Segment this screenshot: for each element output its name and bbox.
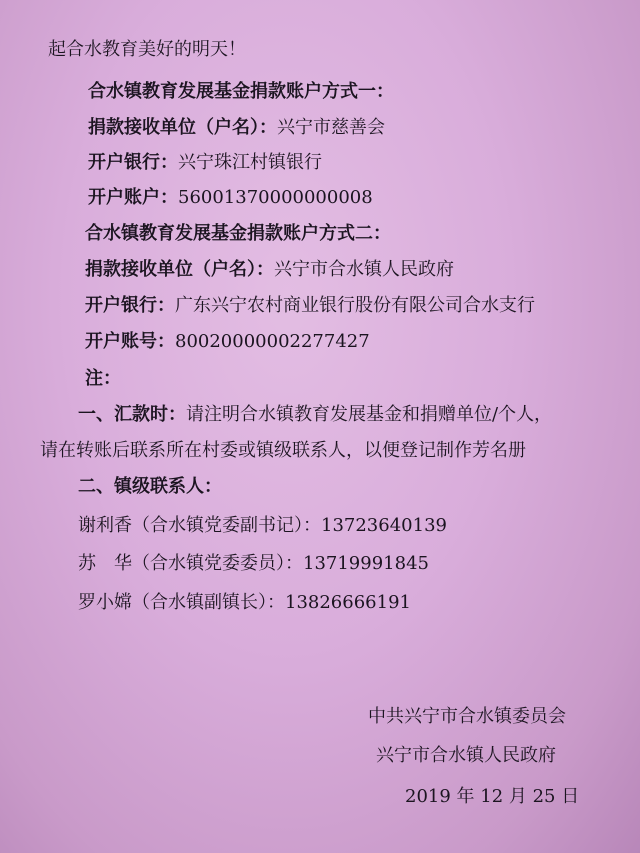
contact-phone: 13723640139 (321, 515, 447, 536)
contacts-label: 二、镇级联系人： (78, 476, 222, 497)
account2-account-value: 80020000002277427 (175, 331, 370, 352)
account2-bank-label: 开户银行： (85, 295, 175, 316)
account1-bank-value: 兴宁珠江村镇银行 (178, 152, 322, 173)
contact-phone: 13719991845 (303, 553, 429, 574)
contact-row (78, 514, 447, 538)
contact-row (78, 552, 429, 576)
account1-account (88, 186, 373, 210)
remit-line (78, 403, 552, 427)
signature-org-government: 兴宁市合水镇人民政府 (376, 745, 556, 766)
contact-row (78, 591, 411, 615)
account2-heading: 合水镇教育发展基金捐款账户方式二： (85, 223, 391, 244)
contact-role: （合水镇副镇长）： (132, 592, 285, 613)
account1-account-value: 56001370000000008 (178, 187, 373, 208)
account2-bank (85, 294, 535, 318)
account1-bank-label: 开户银行： (88, 152, 178, 173)
contact-name: 谢利香 (78, 515, 132, 536)
signature-date: 2019 年 12 月 25 日 (405, 786, 580, 807)
account2-payee (85, 258, 454, 282)
account2-payee-label: 捐款接收单位（户名）： (85, 259, 274, 280)
remit-line-2: 请在转账后联系所在村委或镇级联系人，以便登记制作芳名册 (40, 440, 526, 461)
account2-account-label: 开户账号： (85, 331, 175, 352)
contact-phone: 13826666191 (285, 592, 411, 613)
account1-heading: 合水镇教育发展基金捐款账户方式一： (88, 81, 394, 102)
account2-payee-value: 兴宁市合水镇人民政府 (274, 259, 454, 280)
notes-label: 注： (85, 368, 121, 389)
remit-label: 一、汇款时： (78, 404, 186, 425)
signature-org-party: 中共兴宁市合水镇委员会 (368, 706, 566, 727)
account1-payee-value: 兴宁市慈善会 (277, 117, 385, 138)
account1-account-label: 开户账户： (88, 187, 178, 208)
account1-payee (88, 116, 385, 140)
contact-name: 苏 华 (78, 553, 132, 574)
account2-bank-value: 广东兴宁农村商业银行股份有限公司合水支行 (175, 295, 535, 316)
remit-text: 请注明合水镇教育发展基金和捐赠单位/个人， (186, 404, 553, 425)
intro-line: 起合水教育美好的明天！ (48, 39, 246, 60)
contact-role: （合水镇党委副书记）： (132, 515, 321, 536)
account2-account (85, 330, 370, 354)
account1-bank (88, 151, 322, 175)
contact-name: 罗小嫦 (78, 592, 132, 613)
contact-role: （合水镇党委委员）： (132, 553, 303, 574)
account1-payee-label: 捐款接收单位（户名）： (88, 117, 277, 138)
